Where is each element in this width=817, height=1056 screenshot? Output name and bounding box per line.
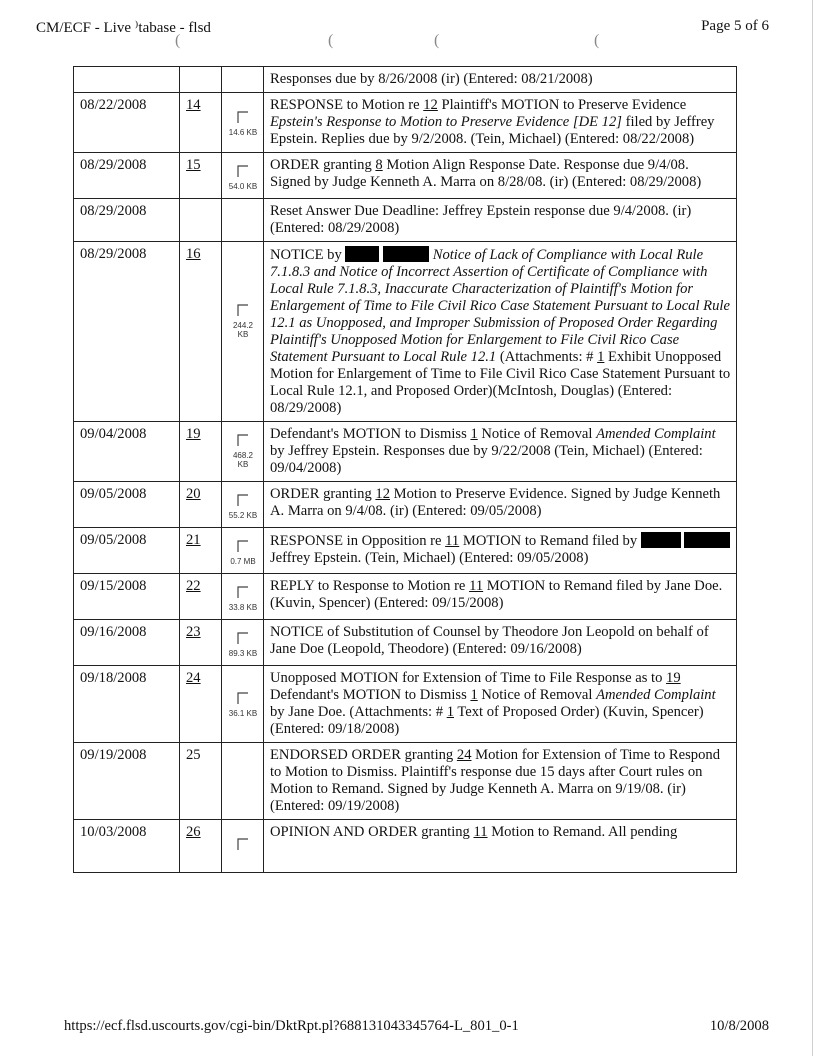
document-icon[interactable] — [229, 165, 257, 191]
docket-row — [74, 422, 737, 482]
entry-number — [180, 199, 222, 242]
entry-text-italic: Epstein's Response to Motion to Preserve Evidence [DE 12] — [270, 114, 622, 130]
document-corner-icon — [237, 838, 249, 850]
entry-text — [264, 422, 737, 482]
file-size: 468.2 KB — [232, 451, 254, 469]
entry-ref-link[interactable]: 11 — [469, 578, 484, 594]
entry-text-italic: Notice of Lack of Compliance with Local Rule 7.1.8.3 and Notice of Incorrect Assertion of Certificate of Compliance with Local Rule 7.1.8.3, Inaccurate Characterization of Plaintiff's Motion for Enlargement of Time to File Civil Rico Case Statement Pursuant to Local Rule 12.1 as Unopposed, and Improper Submission of Proposed Order Regarding Plaintiff's Unopposed Motion for Enlargement to File Civil Rico Case Statement Pursuant to Local Rule 12.1 — [270, 247, 730, 365]
entry-date: 09/05/2008 — [74, 528, 180, 574]
entry-ref-link[interactable]: 12 — [423, 97, 438, 113]
entry-ref-link[interactable]: 8 — [375, 157, 383, 173]
entry-number-cell — [180, 820, 222, 873]
entry-date: 09/19/2008 — [74, 743, 180, 820]
docket-row — [74, 666, 737, 743]
entry-text — [264, 574, 737, 620]
entry-date: 09/15/2008 — [74, 574, 180, 620]
entry-number-link[interactable]: 24 — [186, 670, 201, 686]
document-corner-icon — [237, 632, 249, 644]
entry-number-cell — [180, 482, 222, 528]
entry-text-part: NOTICE by — [270, 247, 346, 263]
entry-number-link[interactable]: 19 — [186, 426, 201, 442]
entry-number-link[interactable]: 22 — [186, 578, 201, 594]
page-url: https://ecf.flsd.uscourts.gov/cgi-bin/DktRpt.pl?688131043345764-L_801_0-1 — [64, 1018, 519, 1034]
file-size: 14.6 KB — [228, 128, 258, 137]
document-corner-icon — [237, 434, 249, 446]
entry-doc — [222, 666, 264, 743]
scan-artifact: ( — [434, 32, 440, 49]
docket-row — [74, 574, 737, 620]
entry-date: 09/18/2008 — [74, 666, 180, 743]
docket-row — [74, 153, 737, 199]
document-corner-icon — [237, 586, 249, 598]
entry-doc — [222, 153, 264, 199]
entry-date: 08/22/2008 — [74, 93, 180, 153]
entry-doc — [222, 67, 264, 93]
docket-row — [74, 93, 737, 153]
entry-text-part: ORDER granting — [270, 157, 376, 173]
entry-number-cell — [180, 620, 222, 666]
docket-row — [74, 820, 737, 873]
document-corner-icon — [237, 111, 249, 123]
entry-text — [264, 528, 737, 574]
document-corner-icon — [237, 540, 249, 552]
file-size: 55.2 KB — [228, 511, 258, 520]
entry-date: 08/29/2008 — [74, 242, 180, 422]
entry-doc — [222, 93, 264, 153]
entry-number-link[interactable]: 20 — [186, 486, 201, 502]
entry-text-part: REPLY to Response to Motion re — [270, 578, 470, 594]
docket-row — [74, 242, 737, 422]
entry-number-link[interactable]: 16 — [186, 246, 201, 262]
entry-ref-link[interactable]: 1 — [470, 426, 478, 442]
entry-number-cell — [180, 574, 222, 620]
docket-row — [74, 743, 737, 820]
entry-number-cell — [180, 666, 222, 743]
entry-text — [264, 743, 737, 820]
entry-text-part: Text of Proposed Order) (Kuvin, Spencer) (Entered: 09/18/2008) — [270, 704, 704, 737]
entry-text-italic: Amended Complaint — [596, 426, 716, 442]
entry-text-part: ENDORSED ORDER granting — [270, 747, 457, 763]
redaction-block — [345, 246, 379, 262]
entry-text: Reset Answer Due Deadline: Jeffrey Epstein response due 9/4/2008. (ir) (Entered: 08/29/2008) — [264, 199, 737, 242]
entry-text — [264, 93, 737, 153]
entry-doc — [222, 820, 264, 873]
file-size: 244.2 KB — [232, 321, 254, 339]
entry-text: NOTICE of Substitution of Counsel by Theodore Jon Leopold on behalf of Jane Doe (Leopold, Theodore) (Entered: 09/16/2008) — [264, 620, 737, 666]
entry-date: 09/05/2008 — [74, 482, 180, 528]
entry-date: 08/29/2008 — [74, 199, 180, 242]
document-corner-icon — [237, 692, 249, 704]
document-icon[interactable] — [229, 632, 257, 658]
scan-artifact: ( — [594, 32, 600, 49]
entry-text-part: Motion to Remand. All pending — [487, 824, 678, 840]
entry-ref-link[interactable]: 11 — [473, 824, 488, 840]
entry-number: 25 — [180, 743, 222, 820]
entry-doc — [222, 574, 264, 620]
entry-ref-link[interactable]: 11 — [445, 533, 460, 549]
entry-text — [264, 482, 737, 528]
entry-date: 10/03/2008 — [74, 820, 180, 873]
entry-text-part: Motion for Extension of Time to Respond to Motion to Dismiss. Plaintiff's response due 15 days after Court rules on Motion to Remand. Signed by Judge Kenneth A. Marra on 9/19/08. (ir) (Entered: 09/19/2008) — [270, 747, 720, 814]
entry-ref-link[interactable]: 19 — [666, 670, 681, 686]
entry-doc — [222, 743, 264, 820]
page-number: Page 5 of 6 — [701, 18, 769, 34]
redaction-block — [684, 532, 730, 548]
entry-number-cell — [180, 93, 222, 153]
document-icon[interactable] — [230, 540, 255, 566]
entry-text-part: Plaintiff's MOTION to Preserve Evidence — [437, 97, 687, 113]
file-size: 36.1 KB — [228, 709, 258, 718]
entry-text-part: MOTION to Remand filed by Jane Doe. (Kuvin, Spencer) (Entered: 09/15/2008) — [270, 578, 723, 611]
entry-text-part: by Jeffrey Epstein. Responses due by 9/22/2008 (Tein, Michael) (Entered: 09/04/2008) — [270, 443, 703, 476]
redaction-block — [641, 532, 681, 548]
entry-text — [264, 666, 737, 743]
entry-text-part: Exhibit Unopposed Motion for Enlargement of Time to File Civil Rico Case Statement Pursuant to Local Rule 12.1, and Proposed Order)(McIntosh, Douglas) (Entered: 08/29/2008) — [270, 349, 731, 416]
entry-text-part: OPINION AND ORDER granting — [270, 824, 474, 840]
entry-doc — [222, 242, 264, 422]
entry-text-part: Defendant's MOTION to Dismiss — [270, 426, 471, 442]
entry-text-italic: Amended Complaint — [596, 687, 716, 703]
entry-date: 08/29/2008 — [74, 153, 180, 199]
entry-text-part: Motion to Preserve Evidence. Signed by Judge Kenneth A. Marra on 9/4/08. (ir) (Entered: 09/05/2008) — [270, 486, 721, 519]
entry-text-part: Motion Align Response Date. Response due 9/4/08. Signed by Judge Kenneth A. Marra on 8/28/08. (ir) (Entered: 08/29/2008) — [270, 157, 702, 190]
entry-date — [74, 67, 180, 93]
print-date: 10/8/2008 — [709, 1018, 769, 1034]
entry-text-part: by Jane Doe. (Attachments: # — [270, 704, 447, 720]
entry-date: 09/04/2008 — [74, 422, 180, 482]
docket-row — [74, 528, 737, 574]
entry-text: Responses due by 8/26/2008 (ir) (Entered: 08/21/2008) — [264, 67, 737, 93]
document-icon[interactable] — [229, 494, 257, 520]
entry-number-cell — [180, 242, 222, 422]
document-corner-icon — [237, 494, 249, 506]
entry-doc — [222, 199, 264, 242]
docket-row — [74, 620, 737, 666]
entry-text-part: RESPONSE to Motion re — [270, 97, 424, 113]
entry-text-part: ORDER granting — [270, 486, 376, 502]
scan-artifact: ( — [328, 32, 334, 49]
entry-text-part: Unopposed MOTION for Extension of Time to File Response as to — [270, 670, 667, 686]
entry-number-link[interactable]: 15 — [186, 157, 201, 173]
page-header-title: CM/ECF - Live ⁾tabase - flsd — [36, 20, 211, 36]
document-corner-icon — [237, 165, 249, 177]
entry-doc — [222, 528, 264, 574]
entry-number-link[interactable]: 14 — [186, 97, 201, 113]
file-size: 33.8 KB — [228, 603, 258, 612]
document-icon[interactable] — [228, 304, 258, 339]
entry-number-link[interactable]: 23 — [186, 624, 201, 640]
entry-text-part: (Attachments: # — [496, 349, 598, 365]
entry-doc — [222, 422, 264, 482]
entry-ref-link[interactable]: 24 — [456, 747, 472, 763]
entry-date: 09/16/2008 — [74, 620, 180, 666]
docket-row — [74, 67, 737, 93]
file-size: 0.7 MB — [230, 557, 256, 566]
entry-text-part: Jeffrey Epstein. (Tein, Michael) (Entered: 09/05/2008) — [270, 550, 589, 566]
entry-text — [264, 820, 737, 873]
entry-number-link[interactable]: 21 — [186, 532, 201, 548]
scan-artifact: ( — [175, 32, 181, 49]
file-size: 54.0 KB — [228, 182, 258, 191]
document-corner-icon — [237, 304, 249, 316]
document-icon[interactable] — [228, 434, 258, 469]
scan-edge-line — [812, 0, 813, 1056]
entry-text — [264, 153, 737, 199]
entry-text-part: RESPONSE in Opposition re — [270, 533, 446, 549]
docket-table — [73, 66, 737, 873]
entry-ref-link[interactable]: 1 — [446, 704, 454, 720]
entry-doc — [222, 620, 264, 666]
entry-text-part: MOTION to Remand filed by — [459, 533, 641, 549]
redaction-block — [383, 246, 429, 262]
document-icon[interactable] — [237, 838, 249, 855]
entry-number-cell — [180, 528, 222, 574]
entry-text-part: Notice of Removal — [477, 426, 597, 442]
entry-number-cell — [180, 422, 222, 482]
entry-doc — [222, 482, 264, 528]
document-icon[interactable] — [229, 586, 257, 612]
entry-ref-link[interactable]: 1 — [470, 687, 478, 703]
docket-row — [74, 482, 737, 528]
entry-number-cell — [180, 153, 222, 199]
entry-text-part: Defendant's MOTION to Dismiss — [270, 687, 471, 703]
entry-number-link[interactable]: 26 — [186, 824, 201, 840]
document-icon[interactable] — [229, 111, 257, 137]
entry-text-part: Notice of Removal — [477, 687, 597, 703]
entry-ref-link[interactable]: 1 — [597, 349, 605, 365]
file-size: 89.3 KB — [228, 649, 258, 658]
entry-text-part: filed by Jeffrey Epstein. Replies due by 9/2/2008. (Tein, Michael) (Entered: 08/22/2008) — [270, 114, 715, 147]
entry-ref-link[interactable]: 12 — [375, 486, 390, 502]
entry-number — [180, 67, 222, 93]
entry-text — [264, 242, 737, 422]
document-icon[interactable] — [229, 692, 257, 718]
docket-row — [74, 199, 737, 242]
